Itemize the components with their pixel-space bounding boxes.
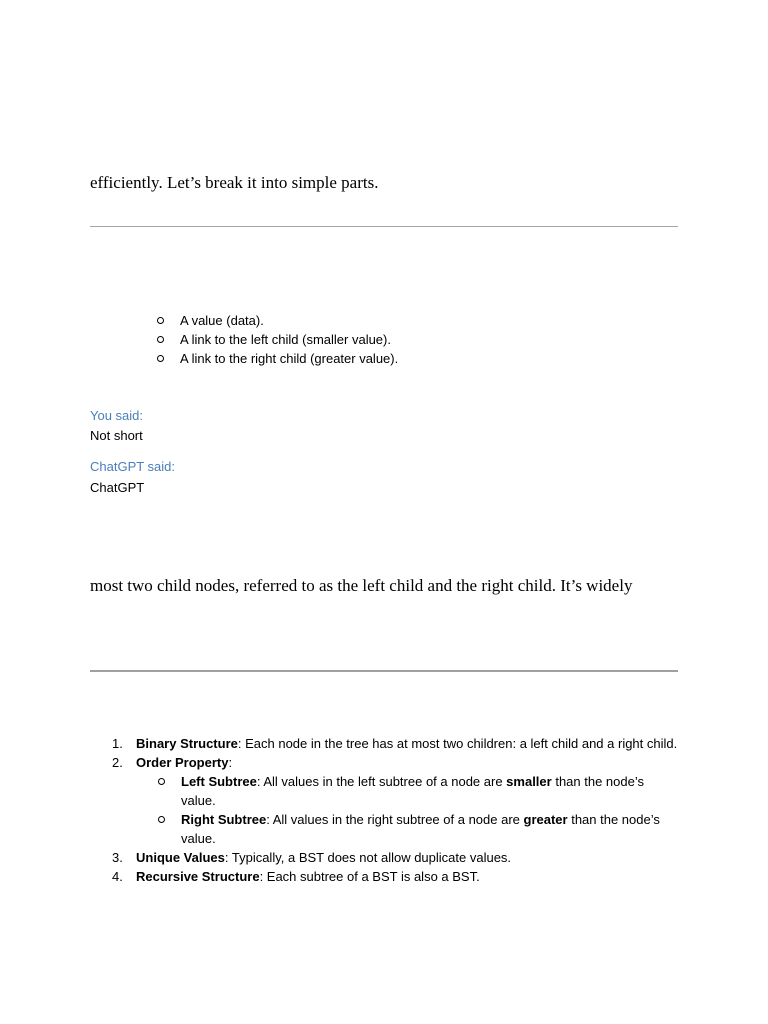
horizontal-rule bbox=[90, 670, 678, 672]
property-title: Left Subtree bbox=[181, 774, 257, 789]
hollow-bullet-icon bbox=[157, 317, 164, 324]
property-text: : bbox=[228, 755, 233, 770]
sub-list-item bbox=[90, 810, 680, 848]
list-number: 1. bbox=[112, 736, 123, 751]
definition-line: most two child nodes, referred to as the left child and the right child. It’s widely bbox=[90, 576, 633, 595]
property-text: : Typically, a BST does not allow duplicate values. bbox=[224, 850, 512, 865]
property-text: : Each node in the tree has at most two children: a left child and a right child. bbox=[237, 736, 678, 751]
assistant-name: ChatGPT bbox=[90, 480, 145, 495]
property-title: Binary Structure bbox=[136, 736, 238, 751]
property-title: Order Property bbox=[136, 755, 229, 770]
property-text: : All values in the left subtree of a node are bbox=[256, 774, 507, 789]
list-item-text: A link to the right child (greater value). bbox=[180, 351, 399, 366]
list-item bbox=[90, 848, 680, 867]
hollow-bullet-icon bbox=[158, 778, 165, 785]
hollow-bullet-icon bbox=[158, 816, 165, 823]
node-parts-list bbox=[157, 311, 398, 368]
sub-list-item bbox=[90, 772, 680, 810]
user-message: Not short bbox=[90, 428, 143, 443]
hollow-bullet-icon bbox=[157, 355, 164, 362]
hollow-bullet-icon bbox=[157, 336, 164, 343]
list-number: 3. bbox=[112, 850, 123, 865]
property-text: than the node’s value. bbox=[181, 812, 660, 846]
property-text: : Each subtree of a BST is also a BST. bbox=[259, 869, 480, 884]
list-number: 2. bbox=[112, 755, 123, 770]
list-item bbox=[90, 753, 680, 772]
list-item bbox=[157, 311, 398, 330]
list-item bbox=[157, 349, 398, 368]
property-emphasis: greater bbox=[523, 812, 568, 827]
assistant-label: ChatGPT said: bbox=[90, 459, 176, 474]
list-item bbox=[90, 734, 680, 753]
bst-properties-list bbox=[90, 734, 680, 886]
intro-line: efficiently. Let’s break it into simple parts. bbox=[90, 173, 379, 192]
list-item bbox=[157, 330, 398, 349]
property-title: Unique Values bbox=[136, 850, 225, 865]
list-item-text: A link to the left child (smaller value). bbox=[180, 332, 391, 347]
property-text: than the node’s value. bbox=[181, 774, 645, 808]
user-label: You said: bbox=[90, 408, 144, 423]
property-title: Recursive Structure bbox=[136, 869, 260, 884]
property-emphasis: smaller bbox=[506, 774, 552, 789]
list-item bbox=[90, 867, 680, 886]
list-number: 4. bbox=[112, 869, 123, 884]
property-text: : All values in the right subtree of a node are bbox=[266, 812, 524, 827]
property-title: Right Subtree bbox=[181, 812, 267, 827]
list-item-text: A value (data). bbox=[180, 313, 264, 328]
horizontal-rule bbox=[90, 226, 678, 227]
